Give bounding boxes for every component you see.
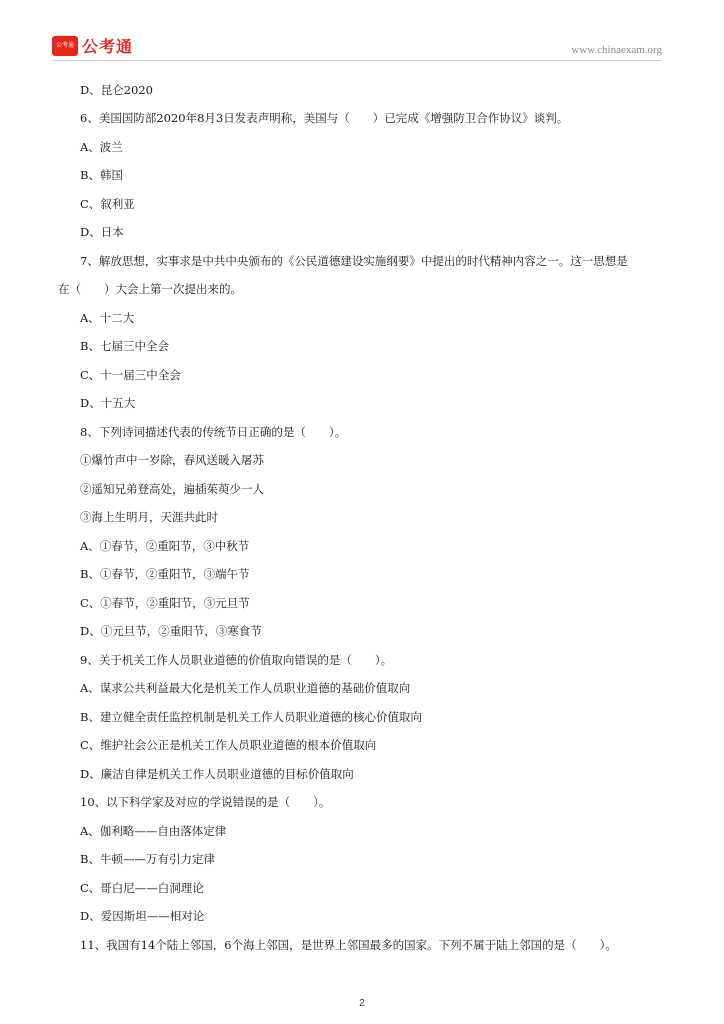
option-a-q8: A、①春节，②重阳节，③中秋节	[80, 539, 250, 553]
logo-badge: 公考通	[52, 36, 78, 56]
option-b-q6: B、韩国	[80, 168, 123, 182]
option-c-q10: C、哥白尼——白洞理论	[80, 881, 204, 895]
option-c-q7: C、十一届三中全会	[80, 368, 181, 382]
option-a-q6: A、波兰	[80, 140, 123, 154]
question-11: 11、我国有14个陆上邻国，6个海上邻国，是世界上邻国最多的国家。下列不属于陆上邻国的是（ ）。	[80, 938, 617, 952]
option-d-q7: D、十五大	[80, 396, 136, 410]
option-b-q7: B、七届三中全会	[80, 339, 169, 353]
question-6: 6、美国国防部2020年8月3日发表声明称，美国与（ ）已完成《增强防卫合作协议》谈判。	[80, 111, 569, 125]
option-d-q8: D、①元旦节，②重阳节，③寒食节	[80, 624, 262, 638]
option-b-q10: B、牛顿——万有引力定律	[80, 852, 215, 866]
option-d-q6: D、日本	[80, 225, 124, 239]
logo-text: 公考通	[82, 37, 134, 56]
option-a-q9: A、谋求公共利益最大化是机关工作人员职业道德的基础价值取向	[80, 681, 411, 695]
option-c-q6: C、叙利亚	[80, 197, 135, 211]
option-d-q9: D、廉洁自律是机关工作人员职业道德的目标价值取向	[80, 767, 354, 781]
question-8: 8、下列诗词描述代表的传统节日正确的是（ ）。	[80, 425, 347, 439]
option-a-q7: A、十二大	[80, 311, 135, 325]
option-b-q9: B、建立健全责任监控机制是机关工作人员职业道德的核心价值取向	[80, 710, 422, 724]
poem-line-1: ①爆竹声中一岁除，春风送暖入屠苏	[80, 453, 264, 467]
question-10: 10、以下科学家及对应的学说错误的是（ ）。	[80, 795, 331, 809]
option-d-q5: D、昆仑2020	[80, 83, 153, 97]
option-c-q8: C、①春节，②重阳节，③元旦节	[80, 596, 250, 610]
option-a-q10: A、伽利略——自由落体定律	[80, 824, 227, 838]
page-number: 2	[359, 998, 365, 1009]
option-d-q10: D、爱因斯坦——相对论	[80, 909, 205, 923]
option-b-q8: B、①春节，②重阳节，③端午节	[80, 567, 250, 581]
question-9: 9、关于机关工作人员职业道德的价值取向错误的是（ ）。	[80, 653, 393, 667]
poem-line-2: ②遥知兄弟登高处，遍插茱萸少一人	[80, 482, 264, 496]
poem-line-3: ③海上生明月，天涯共此时	[80, 510, 218, 524]
site-url: www.chinaexam.org	[571, 44, 662, 56]
question-7-continued: 在（ ）大会上第一次提出来的。	[58, 282, 242, 296]
question-7: 7、解放思想，实事求是中共中央颁布的《公民道德建设实施纲要》中提出的时代精神内容之一。这一思想是	[80, 254, 628, 268]
option-c-q9: C、维护社会公正是机关工作人员职业道德的根本价值取向	[80, 738, 377, 752]
